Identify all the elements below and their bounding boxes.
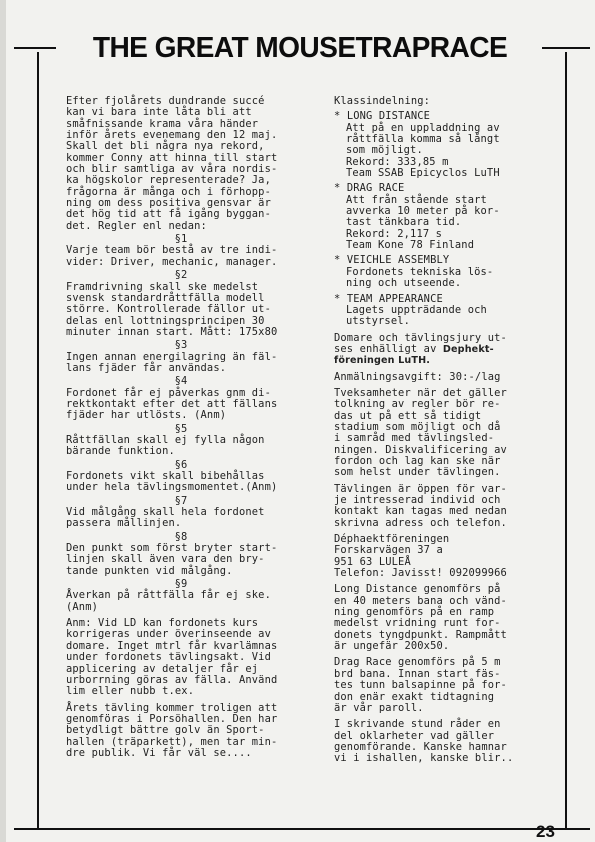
rule-block [66, 579, 306, 613]
class-name: DRAG RACE [346, 182, 405, 195]
contact-address: Déphaektföreningen Forskarvägen 37 a 951 63 LULEÅ Telefon: Javisst! 092099966 [334, 533, 507, 580]
rule-text: Råttfällan skall ej fylla någon bärande funktion. [66, 433, 265, 458]
class-name: VEICHLE ASSEMBLY [346, 254, 450, 267]
page-title: THE GREAT MOUSETRAPRACE [92, 32, 508, 64]
title-rule-right [542, 47, 590, 49]
rule-text: Vid målgång skall hela fordonet passera mållinjen. [66, 506, 265, 530]
closing-paragraph: Årets tävling kommer troligen att genomföras i Porsöhallen. Den har betydligt bättre golv än Sport- hallen (träparkett), men tar min- dre publik. Vi får väl se.... [66, 701, 278, 759]
class-description: Att från stående start avverka 10 meter på kor- tast tänkbara tid. Rekord: 2,117 s Team Kone 78 Finland [346, 193, 500, 252]
rule-text: Den punkt som först bryter start- linjen skall även vara den bry- tande punkten vid målgång. [66, 542, 278, 577]
open-paragraph: Tävlingen är öppen för var- je intresserad individ och kontakt kan tagas med nedan skrivna adress och telefon. [334, 482, 507, 529]
page-number: 23 [536, 822, 555, 841]
asterisk-bullet-icon: * [334, 254, 347, 267]
class-item [334, 294, 540, 328]
rule-block [66, 496, 306, 530]
class-name: LONG DISTANCE [346, 110, 431, 123]
fee-line: Anmälningsavgift: 30:-/lag [334, 370, 501, 383]
class-item [334, 183, 540, 251]
rule-text: Fordonets vikt skall bibehållas under hela tävlingsmomentet.(Anm) [66, 470, 278, 494]
frame-line-left [37, 52, 39, 830]
right-column [334, 96, 540, 765]
drag-race-info: Drag Race genomförs på 5 m brd bana. Innan start fäs- tes tunn balsapinne på for- don enär exakt tidtagning är vår paroll. [334, 656, 507, 714]
rule-number: §6 [174, 458, 188, 471]
frame-line-bottom [14, 828, 590, 830]
class-item [334, 111, 540, 179]
rule-block [66, 376, 306, 421]
final-paragraph: I skrivande stund råder en del oklarheter vad gäller genomförande. Kanske hamnar vi i ishallen, kanske blir.. [334, 718, 514, 765]
class-description: Att på en uppladdning av råttfälla komma så långt som möjligt. Rekord: 333,85 m Team SSAB Epicyclos LuTH [346, 121, 500, 180]
rule-number: §3 [174, 339, 188, 352]
asterisk-bullet-icon: * [334, 110, 347, 123]
rule-text: Åverkan på råttfälla får ej ske. (Anm) [66, 589, 271, 613]
rule-number: §4 [174, 375, 188, 388]
jury-organization-cont: föreningen LuTH. [334, 355, 431, 367]
rule-text: Fordonet får ej påverkas gnm di- rektkontakt efter det att fällans fjäder har utlösts. (Anm) [66, 386, 278, 422]
rule-block [66, 340, 306, 374]
rule-block [66, 234, 306, 268]
class-item [334, 255, 540, 289]
long-distance-info: Long Distance genomförs på en 40 meters bana och vänd- ning genomförs på en ramp medelst vridning runt for- donets tyngdpunkt. Rampmått är ungefär 200x50. [334, 583, 507, 653]
rule-number: §2 [174, 269, 188, 282]
note-paragraph: Anm: Vid LD kan fordonets kurs korrigeras under överinseende av domare. Inget mtrl får kvarlämnas under fordonets tävlingsakt. Vid applicering av detaljer får ej urborrning göras av fälla. Använd lim eller nubb t.ex. [66, 617, 278, 698]
classes-heading: Klassindelning: [334, 95, 431, 107]
left-column [66, 96, 306, 759]
rule-text: Framdrivning skall ske medelst svensk standardråttfälla modell större. Kontrollerade fällor ut- delas enl lottningsprincipen 30 minuter innan start. Mått: 175x80 [66, 280, 278, 338]
rule-block [66, 270, 306, 338]
class-description: Lagets uppträdande och utstyrsel. [346, 303, 487, 328]
rule-block [66, 424, 306, 458]
rule-number: §8 [174, 530, 188, 543]
rule-number: §7 [174, 494, 188, 507]
page-edge-shadow [0, 0, 6, 842]
rule-number: §5 [174, 422, 188, 435]
rule-number: §1 [174, 233, 188, 246]
jury-organization: Dephekt- [442, 343, 494, 355]
rule-block [66, 532, 306, 577]
rule-text: Varje team bör bestå av tre indi- vider: Driver, mechanic, manager. [66, 244, 278, 268]
frame-line-right [565, 52, 567, 830]
rule-block [66, 460, 306, 494]
jury-paragraph [334, 333, 540, 367]
class-name: TEAM APPEARANCE [346, 292, 443, 305]
doubts-paragraph: Tveksamheter när det gäller tolkning av regler bör re- das ut på ett så tidigt stadium som möjligt och då i samråd med tävlingsled- ningen. Diskvalificering av fordon och lag kan ske när som helst under tävlingen. [334, 386, 507, 479]
intro-paragraph: Efter fjolårets dundrande succé kan vi bara inte låta bli att småfnissande krama våra händer inför årets evenemang den 12 maj. Skall det bli några nya rekord, kommer Conny att hinna till start och blir samtliga av våra nordis- ka högskolor representerade? Ja, frågorna är många och i förhopp- ning om dess positiva gensvar är det hög tid att få igång byggan- det. Regler enl nedan: [66, 95, 278, 232]
title-rule-left [14, 47, 56, 49]
asterisk-bullet-icon: * [334, 182, 347, 195]
jury-text: Domare och tävlingsjury ut- ses enhälligt av [334, 331, 507, 355]
rule-number: §9 [174, 578, 188, 591]
rule-text: Ingen annan energilagring än fäl- lans fjäder får användas. [66, 350, 278, 374]
class-description: Fordonets tekniska lös- ning och utseende. [346, 265, 494, 290]
asterisk-bullet-icon: * [334, 292, 347, 305]
